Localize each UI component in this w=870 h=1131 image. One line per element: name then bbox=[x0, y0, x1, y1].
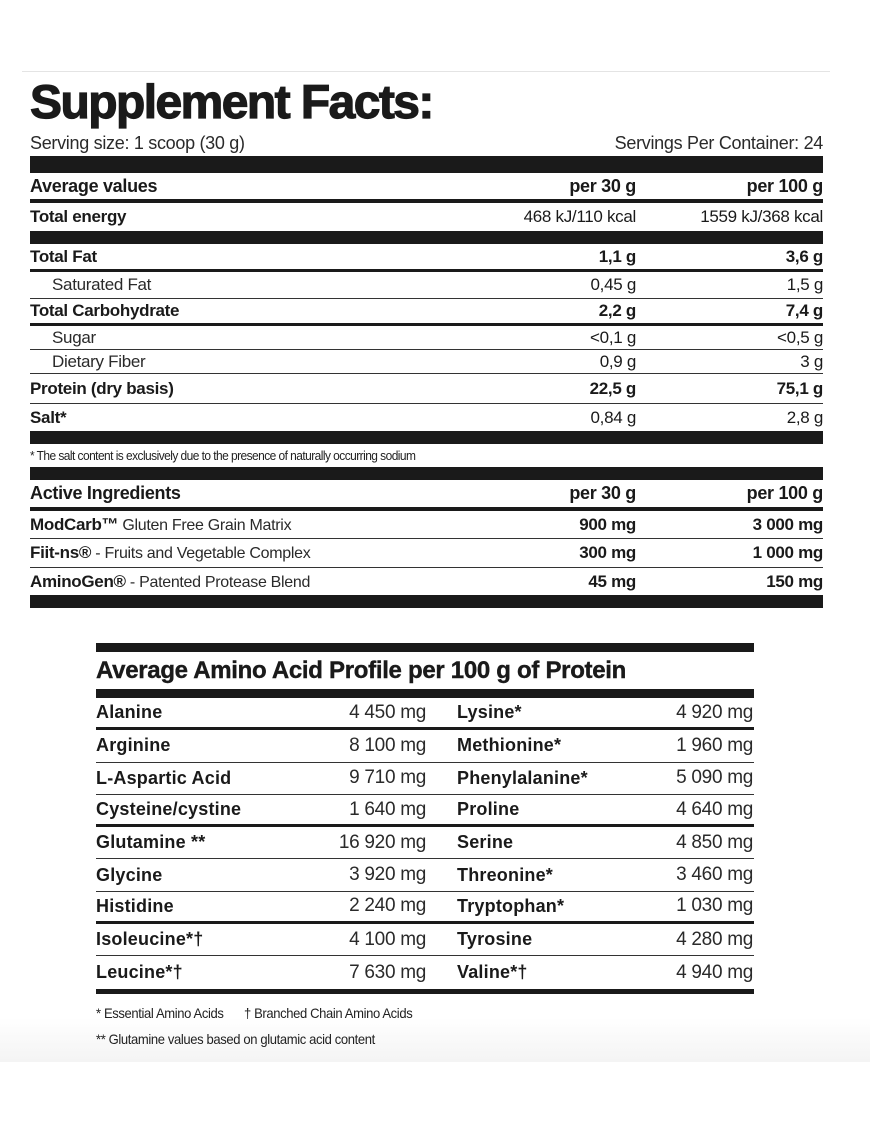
thick-divider bbox=[30, 431, 823, 444]
amino-title: Average Amino Acid Profile per 100 g of Protein bbox=[96, 657, 627, 684]
nutrition-row-dietary-fiber: Dietary Fiber 0,9 g 3 g bbox=[30, 350, 823, 374]
amino-row: Valine*† 4 940 mg bbox=[457, 961, 753, 983]
nutrition-row-salt: Salt* 0,84 g 2,8 g bbox=[30, 407, 823, 427]
amino-row: Tryptophan* 1 030 mg bbox=[427, 892, 754, 924]
header-col2: per 100 g bbox=[746, 175, 823, 196]
amino-row: Glutamine ** 16 920 mg bbox=[96, 827, 427, 859]
supplement-facts-panel bbox=[30, 76, 823, 608]
header-col1: per 30 g bbox=[569, 175, 636, 196]
thick-divider bbox=[96, 643, 754, 652]
amino-row: Isoleucine*† 4 100 mg bbox=[96, 924, 427, 956]
header-label: Average values bbox=[30, 175, 158, 196]
top-divider bbox=[22, 71, 830, 72]
nutrition-row-total-fat: Total Fat 1,1 g 3,6 g bbox=[30, 244, 823, 272]
amino-table bbox=[96, 698, 754, 989]
thick-divider bbox=[96, 989, 754, 994]
nutrition-row-energy: Total energy 468 kJ/110 kcal 1559 kJ/368 kcal bbox=[30, 207, 823, 226]
nutrition-row-protein: Protein (dry basis) 22,5 g 75,1 g bbox=[30, 374, 823, 404]
amino-row: Cysteine/cystine 1 640 mg bbox=[96, 795, 427, 827]
page-title: Supplement Facts: bbox=[30, 75, 433, 128]
amino-right-column bbox=[427, 698, 754, 989]
active-row-fiitns: Fiit-ns® - Fruits and Vegetable Complex 300 mg 1 000 mg bbox=[30, 539, 823, 568]
active-row-modcarb: ModCarb™ Gluten Free Grain Matrix 900 mg 3 000 mg bbox=[30, 511, 823, 539]
salt-footnote: * The salt content is exclusively due to the presence of naturally occurring sodium bbox=[30, 448, 416, 463]
amino-row: L-Aspartic Acid 9 710 mg bbox=[96, 763, 427, 795]
amino-row: Threonine* 3 460 mg bbox=[427, 859, 754, 891]
amino-left-column bbox=[96, 698, 427, 989]
thick-divider bbox=[30, 595, 823, 608]
essential-note: * Essential Amino Acids bbox=[96, 1004, 224, 1021]
amino-row: Methionine* 1 960 mg bbox=[427, 730, 754, 762]
amino-row: Alanine 4 450 mg bbox=[96, 698, 427, 730]
serving-size: Serving size: 1 scoop (30 g) bbox=[30, 133, 245, 153]
servings-per-container: Servings Per Container: 24 bbox=[614, 133, 823, 153]
amino-row: Phenylalanine* 5 090 mg bbox=[427, 763, 754, 795]
amino-acid-panel bbox=[96, 643, 754, 1052]
thick-divider bbox=[30, 467, 823, 480]
thick-divider bbox=[30, 231, 823, 244]
amino-row: Lysine* 4 920 mg bbox=[427, 698, 754, 730]
nutrition-row-saturated-fat: Saturated Fat 0,45 g 1,5 g bbox=[30, 272, 823, 299]
nutrition-row-sugar: Sugar <0,1 g <0,5 g bbox=[30, 326, 823, 350]
serving-info bbox=[30, 130, 823, 156]
amino-row: Serine 4 850 mg bbox=[427, 827, 754, 859]
amino-row: Tyrosine 4 280 mg bbox=[427, 924, 754, 956]
amino-row: Glycine 3 920 mg bbox=[96, 859, 427, 891]
active-ingredients-header-row: Active Ingredients per 30 g per 100 g bbox=[30, 480, 823, 511]
nutrition-header-row bbox=[30, 173, 823, 203]
active-row-aminogen: AminoGen® - Patented Protease Blend 45 mg 150 mg bbox=[30, 571, 823, 591]
bcaa-note: † Branched Chain Amino Acids bbox=[243, 1004, 413, 1021]
thick-divider bbox=[30, 156, 823, 173]
amino-row: Leucine*† 7 630 mg bbox=[96, 961, 426, 983]
amino-row: Histidine 2 240 mg bbox=[96, 892, 427, 924]
amino-footnotes bbox=[96, 1000, 708, 1052]
glutamine-note: ** Glutamine values based on glutamic acid content bbox=[96, 1030, 375, 1047]
amino-row: Proline 4 640 mg bbox=[427, 795, 754, 827]
thick-divider bbox=[96, 689, 754, 698]
nutrition-row-total-carbohydrate: Total Carbohydrate 2,2 g 7,4 g bbox=[30, 299, 823, 326]
amino-row: Arginine 8 100 mg bbox=[96, 730, 427, 762]
